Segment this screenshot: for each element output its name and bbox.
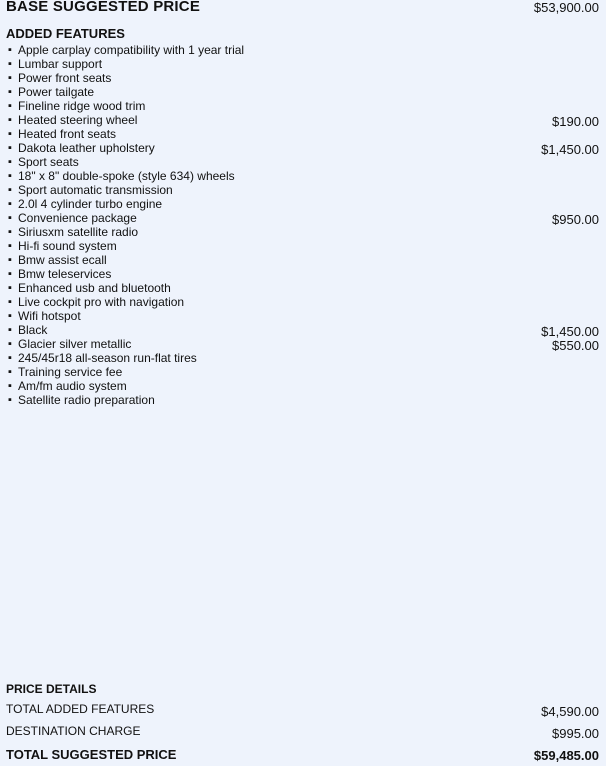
- feature-label: Heated steering wheel: [18, 113, 138, 127]
- feature-item: [0, 211, 606, 225]
- feature-label: Apple carplay compatibility with 1 year trial: [18, 43, 245, 57]
- feature-label: 2.0l 4 cylinder turbo engine: [18, 197, 163, 211]
- feature-label: Live cockpit pro with navigation: [18, 295, 185, 309]
- feature-item: [0, 57, 606, 71]
- bullet-icon: ▪: [8, 240, 12, 252]
- feature-label: Power front seats: [18, 71, 112, 85]
- feature-item: [0, 379, 606, 393]
- feature-label: Sport seats: [18, 155, 79, 169]
- bullet-icon: ▪: [8, 310, 12, 322]
- feature-label: Lumbar support: [18, 57, 103, 71]
- bullet-icon: ▪: [8, 142, 12, 154]
- feature-label: Am/fm audio system: [18, 379, 127, 393]
- feature-item: [0, 85, 606, 99]
- feature-price: $1,450.00: [541, 324, 599, 339]
- feature-price: $190.00: [552, 114, 599, 129]
- feature-item: [0, 365, 606, 379]
- bullet-icon: ▪: [8, 128, 12, 140]
- feature-label: Satellite radio preparation: [18, 393, 155, 407]
- bullet-icon: ▪: [8, 44, 12, 56]
- feature-label: Enhanced usb and bluetooth: [18, 281, 171, 295]
- destination-charge-row: [0, 724, 606, 740]
- base-price-row: [0, 0, 606, 18]
- feature-item: [0, 43, 606, 57]
- bullet-icon: ▪: [8, 198, 12, 210]
- bullet-icon: ▪: [8, 86, 12, 98]
- bullet-icon: ▪: [8, 114, 12, 126]
- feature-item: [0, 169, 606, 183]
- bullet-icon: ▪: [8, 226, 12, 238]
- feature-price: $550.00: [552, 338, 599, 353]
- bullet-icon: ▪: [8, 366, 12, 378]
- feature-label: Heated front seats: [18, 127, 117, 141]
- feature-item: [0, 281, 606, 295]
- total-suggested-price-row: [0, 747, 606, 763]
- feature-label: Fineline ridge wood trim: [18, 99, 146, 113]
- bullet-icon: ▪: [8, 254, 12, 266]
- bullet-icon: ▪: [8, 212, 12, 224]
- feature-label: Bmw teleservices: [18, 267, 112, 281]
- bullet-icon: ▪: [8, 380, 12, 392]
- feature-label: Black: [18, 323, 48, 337]
- feature-label: 18" x 8" double-spoke (style 634) wheels: [18, 169, 235, 183]
- price-details-title: PRICE DETAILS: [6, 682, 97, 696]
- bullet-icon: ▪: [8, 100, 12, 112]
- feature-item: [0, 253, 606, 267]
- bullet-icon: ▪: [8, 394, 12, 406]
- feature-label: Bmw assist ecall: [18, 253, 107, 267]
- feature-label: Training service fee: [18, 365, 123, 379]
- feature-item: [0, 267, 606, 281]
- feature-label: Hi-fi sound system: [18, 239, 117, 253]
- bullet-icon: ▪: [8, 282, 12, 294]
- feature-item: [0, 127, 606, 141]
- feature-label: Power tailgate: [18, 85, 95, 99]
- destination-charge-value: $995.00: [552, 726, 599, 741]
- feature-item: [0, 183, 606, 197]
- feature-item: [0, 351, 606, 365]
- feature-item: [0, 71, 606, 85]
- bullet-icon: ▪: [8, 268, 12, 280]
- feature-item: [0, 141, 606, 155]
- bullet-icon: ▪: [8, 338, 12, 350]
- feature-item: [0, 323, 606, 337]
- feature-item: [0, 295, 606, 309]
- bullet-icon: ▪: [8, 72, 12, 84]
- total-added-features-label: TOTAL ADDED FEATURES: [6, 702, 155, 716]
- feature-item: [0, 113, 606, 127]
- destination-charge-label: DESTINATION CHARGE: [6, 724, 141, 738]
- total-added-features-row: [0, 702, 606, 718]
- feature-label: Glacier silver metallic: [18, 337, 132, 351]
- feature-label: Sport automatic transmission: [18, 183, 173, 197]
- feature-price: $950.00: [552, 212, 599, 227]
- feature-item: [0, 393, 606, 407]
- bullet-icon: ▪: [8, 324, 12, 336]
- feature-item: [0, 99, 606, 113]
- feature-label: 245/45r18 all-season run-flat tires: [18, 351, 197, 365]
- feature-item: [0, 239, 606, 253]
- bullet-icon: ▪: [8, 170, 12, 182]
- total-suggested-price-label: TOTAL SUGGESTED PRICE: [6, 747, 177, 762]
- base-price-title: BASE SUGGESTED PRICE: [6, 0, 201, 15]
- bullet-icon: ▪: [8, 58, 12, 70]
- base-price-value: $53,900.00: [533, 0, 599, 15]
- total-added-features-value: $4,590.00: [541, 704, 599, 719]
- feature-item: [0, 155, 606, 169]
- feature-label: Wifi hotspot: [18, 309, 81, 323]
- added-features-title: ADDED FEATURES: [6, 26, 125, 41]
- added-features-list: [0, 43, 606, 407]
- feature-label: Siriusxm satellite radio: [18, 225, 139, 239]
- feature-item: [0, 225, 606, 239]
- total-suggested-price-value: $59,485.00: [533, 748, 599, 763]
- feature-label: Convenience package: [18, 211, 137, 225]
- bullet-icon: ▪: [8, 184, 12, 196]
- feature-item: [0, 197, 606, 211]
- feature-price: $1,450.00: [541, 142, 599, 157]
- bullet-icon: ▪: [8, 296, 12, 308]
- bullet-icon: ▪: [8, 156, 12, 168]
- feature-label: Dakota leather upholstery: [18, 141, 155, 155]
- bullet-icon: ▪: [8, 352, 12, 364]
- feature-item: [0, 309, 606, 323]
- feature-item: [0, 337, 606, 351]
